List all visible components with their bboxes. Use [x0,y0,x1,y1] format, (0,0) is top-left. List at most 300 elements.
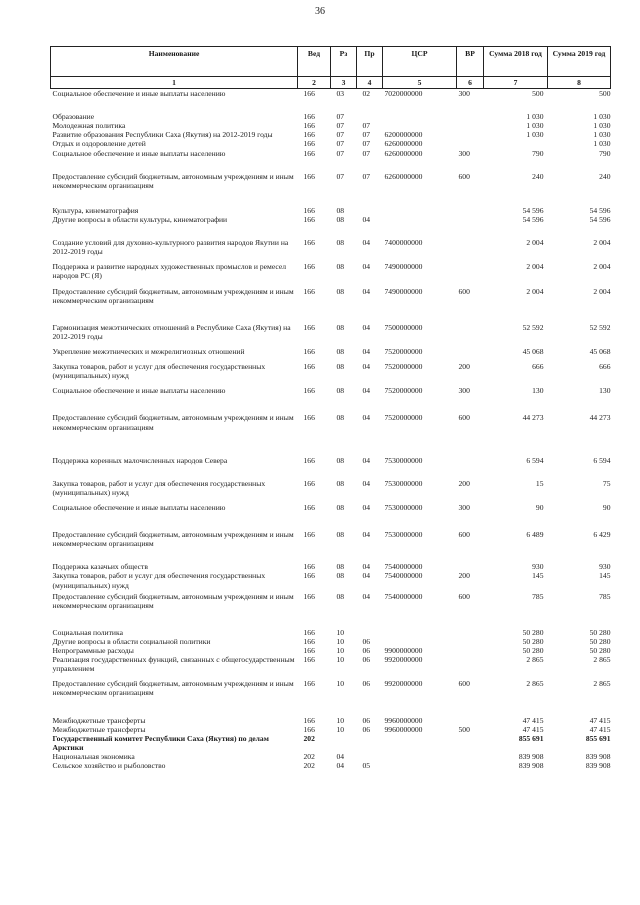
table-row [51,98,611,121]
cell-csr [383,215,457,224]
cell-vr [457,610,484,637]
header-vr: ВР [457,47,484,77]
cell-name: Закупка товаров, работ и услуг для обеспечения государственных (муниципальных) нужд [52,362,266,381]
cell-sum-2019: 6 429 [593,530,611,540]
cell-rz: 10 [336,679,345,689]
cell-csr [383,98,457,121]
column-number: 7 [484,77,548,89]
cell-vr [457,646,484,655]
cell-vr: 300 [458,502,470,512]
cell-pr [357,98,383,121]
cell-name: Реализация государственных функций, связанных с общегосударственным управлением [52,655,295,674]
header-sum-2018: Сумма 2018 год [484,47,548,77]
cell-name: Социальное обеспечение и иные выплаты населению [52,386,226,396]
cell-csr [383,610,457,637]
table-row [51,121,611,130]
cell-csr: 7540000000 [384,591,423,601]
cell-name: Национальная экономика [52,752,135,762]
cell-pr [357,752,383,761]
cell-ved: 166 [303,571,315,581]
cell-vr: 300 [458,89,470,98]
table-row [51,673,611,697]
cell-sum-2019: 2 865 [593,679,611,689]
cell-rz: 10 [336,627,345,637]
page-number: 36 [315,6,325,17]
cell-vr [457,305,484,341]
cell-pr: 04 [362,346,371,356]
cell-vr [457,256,484,280]
cell-csr: 7500000000 [384,322,423,332]
cell-csr: 9960000000 [384,724,423,734]
cell-ved: 166 [303,238,315,248]
cell-sum-2019: 2 004 [593,238,611,248]
cell-rz: 10 [336,655,345,665]
budget-table [50,46,611,770]
cell-ved: 166 [303,502,315,512]
cell-name: Закупка товаров, работ и услуг для обеспечения государственных (муниципальных) нужд [52,571,266,590]
cell-sum-2018: 500 [532,89,544,98]
cell-rz: 03 [336,89,345,98]
cell-name: Закупка товаров, работ и услуг для обеспечения государственных (муниципальных) нужд [52,478,266,497]
table-row [51,281,611,305]
table-row [51,139,611,148]
cell-csr: 7490000000 [384,286,423,296]
column-number: 5 [383,77,457,89]
cell-rz: 08 [336,286,345,296]
cell-vr [457,190,484,215]
cell-sum-2018: 2 865 [526,655,544,665]
cell-ved: 166 [303,286,315,296]
cell-rz: 08 [336,262,345,272]
cell-sum-2018: 54 596 [522,205,544,215]
cell-pr: 04 [362,262,371,272]
cell-vr [457,734,484,752]
cell-sum-2019: 145 [599,571,611,581]
cell-sum-2019: 47 415 [589,724,611,734]
cell-name: Межбюджетные трансферты [52,724,146,734]
cell-rz: 08 [336,386,345,396]
header-csr: ЦСР [383,47,457,77]
cell-name: Межбюджетные трансферты [52,715,146,725]
table-row [51,158,611,190]
cell-vr [457,752,484,761]
cell-sum-2019: 6 594 [593,455,611,465]
cell-rz: 08 [336,205,345,215]
cell-ved: 166 [303,655,315,665]
header-pr: Пр [357,47,383,77]
cell-name: Предоставление субсидий бюджетным, автономным учреждениям и иным некоммерческим организациям [52,286,294,305]
cell-sum-2019: 1 030 [593,112,611,122]
cell-name: Сельское хозяйство и рыболовство [52,761,166,771]
column-number: 4 [357,77,383,89]
cell-ved: 166 [303,478,315,488]
cell-csr: 7540000000 [384,562,423,572]
cell-name: Образование [52,112,95,122]
cell-ved: 166 [303,530,315,540]
cell-vr [457,215,484,224]
cell-sum-2018: 2 004 [526,286,544,296]
cell-sum-2018: 839 908 [518,752,544,762]
cell-csr [383,761,457,770]
cell-ved: 166 [303,679,315,689]
table-row [51,610,611,637]
cell-pr: 04 [362,286,371,296]
cell-rz: 07 [336,121,345,131]
cell-pr: 06 [362,724,371,734]
cell-sum-2019: 2 865 [593,655,611,665]
table-body [51,89,611,771]
cell-rz [331,734,357,752]
cell-name: Поддержка и развитие народных художественных промыслов и ремесел народов РС (Я) [52,262,287,281]
table-row [51,512,611,548]
cell-ved: 166 [303,636,315,646]
cell-sum-2018: 6 489 [526,530,544,540]
table-row [51,734,611,752]
cell-ved: 202 [303,752,315,762]
cell-rz: 08 [336,322,345,332]
cell-name: Социальная политика [52,627,123,637]
cell-rz: 08 [336,346,345,356]
cell-sum-2018: 2 004 [526,238,544,248]
cell-csr: 7400000000 [384,238,423,248]
table-row [51,590,611,610]
table-row [51,89,611,99]
cell-sum-2018: 130 [532,386,544,396]
cell-sum-2019: 240 [599,171,611,181]
cell-pr: 04 [362,478,371,488]
cell-sum-2018: 240 [532,171,544,181]
table-row [51,256,611,280]
cell-csr: 9920000000 [384,679,423,689]
cell-pr: 04 [362,362,371,372]
cell-name: Предоставление субсидий бюджетным, автономным учреждениям и иным некоммерческим организациям [52,530,294,549]
cell-ved: 166 [303,148,315,158]
cell-sum-2018 [484,139,548,148]
cell-csr: 6260000000 [384,139,423,149]
table-row [51,130,611,139]
table-row [51,646,611,655]
cell-csr: 7520000000 [384,362,423,372]
cell-vr: 600 [458,413,470,423]
cell-pr: 04 [362,322,371,332]
cell-ved: 166 [303,386,315,396]
cell-vr [457,637,484,646]
cell-pr: 04 [362,214,371,224]
cell-ved: 166 [303,171,315,181]
cell-sum-2018: 855 691 [518,733,544,743]
cell-sum-2018: 145 [532,571,544,581]
cell-sum-2018: 2 865 [526,679,544,689]
table-row [51,190,611,215]
cell-csr: 9920000000 [384,655,423,665]
cell-vr: 500 [458,724,470,734]
cell-rz: 07 [336,139,345,149]
table-row [51,548,611,571]
cell-vr [457,224,484,256]
cell-sum-2019: 90 [602,502,611,512]
cell-ved: 166 [303,362,315,372]
cell-vr [457,121,484,130]
cell-name: Предоставление субсидий бюджетным, автономным учреждениям и иным некоммерческим организациям [52,679,294,698]
cell-rz: 10 [336,715,345,725]
cell-name: Поддержка казачьих обществ [52,562,148,572]
cell-pr: 04 [362,413,371,423]
column-number: 6 [457,77,484,89]
cell-pr: 06 [362,636,371,646]
cell-rz: 04 [336,761,345,771]
cell-sum-2018: 2 004 [526,262,544,272]
cell-pr: 06 [362,679,371,689]
cell-sum-2018: 50 280 [522,646,544,656]
cell-vr: 600 [458,530,470,540]
cell-pr: 04 [362,386,371,396]
cell-pr: 02 [362,89,371,98]
cell-ved: 166 [303,715,315,725]
cell-sum-2018: 1 030 [526,130,544,140]
cell-sum-2019: 50 280 [589,627,611,637]
cell-rz: 08 [336,562,345,572]
cell-vr: 200 [458,478,470,488]
cell-csr: 6200000000 [384,130,423,140]
cell-ved: 166 [303,322,315,332]
cell-pr: 07 [362,121,371,131]
cell-ved: 166 [303,112,315,122]
cell-sum-2019: 1 030 [593,139,611,149]
cell-name: Другие вопросы в области культуры, кинематографии [52,214,228,224]
cell-vr: 300 [458,386,470,396]
cell-sum-2019: 44 273 [589,413,611,423]
cell-csr [383,734,457,752]
table-row [51,725,611,734]
table-row [51,356,611,380]
cell-name: Поддержка коренных малочисленных народов Севера [52,455,228,465]
cell-ved: 166 [303,130,315,140]
cell-vr [457,98,484,121]
cell-csr [383,637,457,646]
cell-ved: 166 [303,591,315,601]
cell-rz: 08 [336,530,345,540]
cell-csr: 9960000000 [384,715,423,725]
cell-sum-2018: 54 596 [522,214,544,224]
cell-sum-2019: 500 [599,89,611,98]
cell-sum-2018: 666 [532,362,544,372]
cell-name: Развитие образования Республики Саха (Якутия) на 2012-2019 годы [52,130,273,140]
cell-csr: 7530000000 [384,455,423,465]
cell-pr: 07 [362,171,371,181]
cell-name: Предоставление субсидий бюджетным, автономным учреждениям и иным некоммерческим организациям [52,413,294,432]
cell-sum-2019: 666 [599,362,611,372]
cell-vr: 300 [458,148,470,158]
header-sum-2019: Сумма 2019 год [548,47,611,77]
cell-csr: 7520000000 [384,346,423,356]
cell-sum-2019: 1 030 [593,121,611,131]
cell-name: Создание условий для духовно-культурного развития народов Якутии на 2012-2019 годы [52,238,289,257]
cell-rz: 08 [336,478,345,488]
cell-sum-2019: 1 030 [593,130,611,140]
cell-pr: 06 [362,655,371,665]
cell-vr: 200 [458,571,470,581]
cell-sum-2018: 47 415 [522,724,544,734]
cell-sum-2019: 130 [599,386,611,396]
cell-rz: 08 [336,571,345,581]
cell-rz: 08 [336,214,345,224]
cell-ved: 166 [303,627,315,637]
table-row [51,432,611,465]
cell-name: Гармонизация межэтнических отношений в Республике Саха (Якутия) на 2012-2019 годы [52,322,291,341]
cell-name: Укрепление межэтнических и межрелигиозных отношений [52,346,245,356]
cell-ved: 166 [303,205,315,215]
cell-csr [383,121,457,130]
cell-ved: 166 [303,646,315,656]
cell-pr: 04 [362,571,371,581]
column-number: 2 [298,77,331,89]
cell-vr [457,139,484,148]
cell-ved: 166 [303,89,315,98]
cell-rz: 08 [336,591,345,601]
cell-csr [383,190,457,215]
table-row [51,761,611,770]
cell-name: Социальное обеспечение и иные выплаты населению [52,148,226,158]
cell-vr: 600 [458,171,470,181]
column-number-row [51,77,611,89]
cell-sum-2018: 90 [535,502,544,512]
cell-csr: 7520000000 [384,386,423,396]
cell-sum-2018: 44 273 [522,413,544,423]
cell-name: Отдых и оздоровление детей [52,139,146,149]
header-row [51,47,611,77]
cell-ved: 166 [303,346,315,356]
cell-name: Государственный комитет Республики Саха (Якутия) по делам Арктики [52,733,269,752]
cell-pr: 06 [362,646,371,656]
cell-sum-2019: 45 068 [589,346,611,356]
cell-rz: 10 [336,724,345,734]
cell-pr: 04 [362,455,371,465]
cell-csr: 7530000000 [384,502,423,512]
cell-pr: 07 [362,148,371,158]
cell-csr: 7020000000 [384,89,423,98]
cell-ved: 166 [303,121,315,131]
cell-sum-2019: 839 908 [585,761,611,771]
cell-pr: 04 [362,238,371,248]
cell-ved: 166 [303,262,315,272]
cell-pr: 07 [362,139,371,149]
cell-ved: 202 [303,761,315,771]
cell-pr: 04 [362,591,371,601]
header-rz: Рз [331,47,357,77]
cell-sum-2018: 930 [532,562,544,572]
cell-sum-2019: 50 280 [589,636,611,646]
table-row [51,341,611,356]
cell-rz: 07 [336,171,345,181]
table-row [51,215,611,224]
cell-rz: 07 [336,112,345,122]
cell-pr: 05 [362,761,371,771]
cell-csr: 7520000000 [384,413,423,423]
cell-sum-2018: 15 [535,478,544,488]
cell-sum-2018: 45 068 [522,346,544,356]
cell-sum-2018: 790 [532,148,544,158]
cell-csr: 6260000000 [384,171,423,181]
cell-csr: 6260000000 [384,148,423,158]
cell-sum-2019: 47 415 [589,715,611,725]
cell-sum-2018: 47 415 [522,715,544,725]
cell-name: Предоставление субсидий бюджетным, автономным учреждениям и иным некоммерческим организациям [52,591,294,610]
table-row [51,224,611,256]
cell-pr [357,734,383,752]
cell-rz: 10 [336,636,345,646]
cell-sum-2018: 52 592 [522,322,544,332]
cell-vr: 200 [458,362,470,372]
cell-rz: 08 [336,455,345,465]
cell-pr: 06 [362,715,371,725]
cell-vr [457,698,484,725]
table-row [51,752,611,761]
cell-vr: 600 [458,591,470,601]
cell-sum-2019: 50 280 [589,646,611,656]
cell-rz: 04 [336,752,345,762]
cell-csr: 9900000000 [384,646,423,656]
cell-csr: 7540000000 [384,571,423,581]
cell-vr [457,548,484,571]
cell-csr: 7490000000 [384,262,423,272]
cell-vr [457,341,484,356]
table-row [51,395,611,431]
table-row [51,149,611,158]
cell-rz: 08 [336,413,345,423]
column-number: 3 [331,77,357,89]
cell-sum-2019: 785 [599,591,611,601]
cell-vr [457,432,484,465]
table-row [51,655,611,673]
cell-sum-2018: 785 [532,591,544,601]
cell-sum-2019: 54 596 [589,214,611,224]
table-row [51,497,611,512]
cell-pr: 04 [362,562,371,572]
cell-sum-2019: 930 [599,562,611,572]
cell-vr: 600 [458,679,470,689]
table-row [51,571,611,589]
cell-sum-2019: 790 [599,148,611,158]
cell-sum-2019: 2 004 [593,286,611,296]
cell-name: Социальное обеспечение и иные выплаты населению [52,502,226,512]
cell-name: Другие вопросы в области социальной политики [52,636,211,646]
cell-vr [457,130,484,139]
cell-name: Культура, кинематография [52,205,139,215]
cell-pr [357,610,383,637]
cell-vr: 600 [458,286,470,296]
cell-sum-2019: 855 691 [585,733,611,743]
cell-sum-2019: 75 [602,478,611,488]
cell-sum-2018: 50 280 [522,627,544,637]
cell-sum-2018: 1 030 [526,112,544,122]
column-number: 1 [51,77,298,89]
table-row [51,465,611,497]
cell-rz: 07 [336,148,345,158]
cell-sum-2018: 1 030 [526,121,544,131]
cell-ved: 166 [303,562,315,572]
cell-csr: 7530000000 [384,478,423,488]
cell-ved: 166 [303,139,315,149]
column-number: 8 [548,77,611,89]
cell-pr: 07 [362,130,371,140]
cell-rz: 08 [336,502,345,512]
cell-sum-2019: 2 004 [593,262,611,272]
table-row [51,380,611,395]
cell-csr: 7530000000 [384,530,423,540]
cell-rz: 07 [336,130,345,140]
cell-sum-2019: 54 596 [589,205,611,215]
table-row [51,637,611,646]
